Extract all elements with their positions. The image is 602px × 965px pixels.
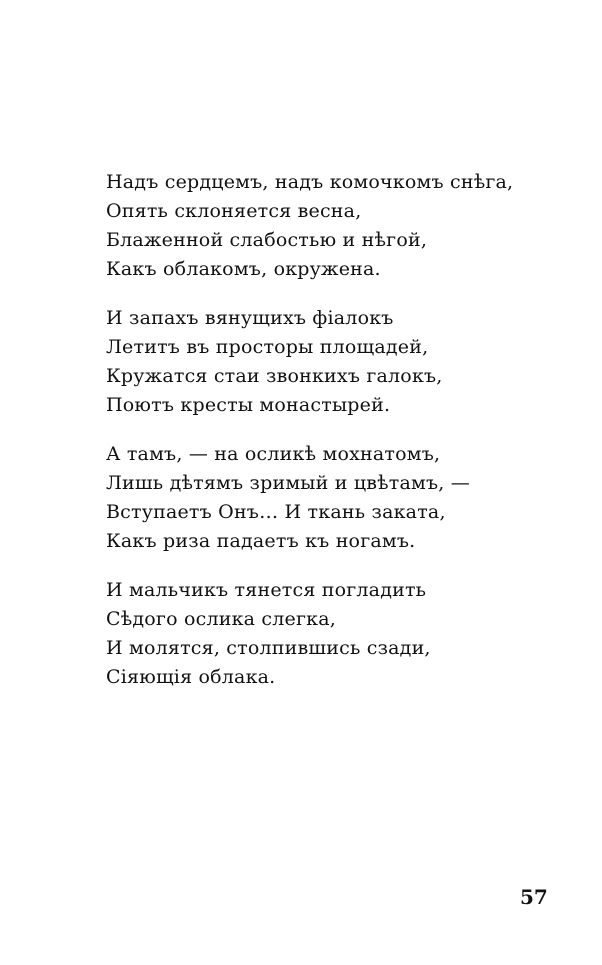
poem-line: Сѣдого ослика слегка, (106, 608, 336, 630)
poem-line: Надъ сердцемъ, надъ комочкомъ снѣга, (106, 171, 514, 193)
poem-line: Сіяющія облака. (106, 666, 276, 688)
stanza-2 (106, 304, 576, 420)
poem-line: Поютъ кресты монастырей. (106, 394, 391, 416)
poem-line: Кружатся стаи звонкихъ галокъ, (106, 365, 443, 387)
poem-line: Опять склоняется весна, (106, 200, 362, 222)
stanza-3 (106, 440, 576, 556)
poem-line: Вступаетъ Онъ… И ткань заката, (106, 501, 446, 523)
stanza-4 (106, 576, 576, 692)
poem-line: И запахъ вянущихъ фіалокъ (106, 307, 394, 329)
poem-line: И молятся, столпившись сзади, (106, 637, 431, 659)
poem (106, 168, 576, 712)
poem-line: Какъ риза падаетъ къ ногамъ. (106, 530, 416, 552)
poem-line: Летитъ въ просторы площадей, (106, 336, 429, 358)
poem-line: И мальчикъ тянется погладить (106, 579, 427, 601)
poem-line: А тамъ, — на осликѣ мохнатомъ, (106, 443, 441, 465)
page-number: 57 (520, 885, 548, 909)
stanza-1 (106, 168, 576, 284)
poem-line: Лишь дѣтямъ зримый и цвѣтамъ, — (106, 472, 470, 494)
poem-line: Блаженной слабостью и нѣгой, (106, 229, 428, 251)
poem-line: Какъ облакомъ, окружена. (106, 258, 381, 280)
